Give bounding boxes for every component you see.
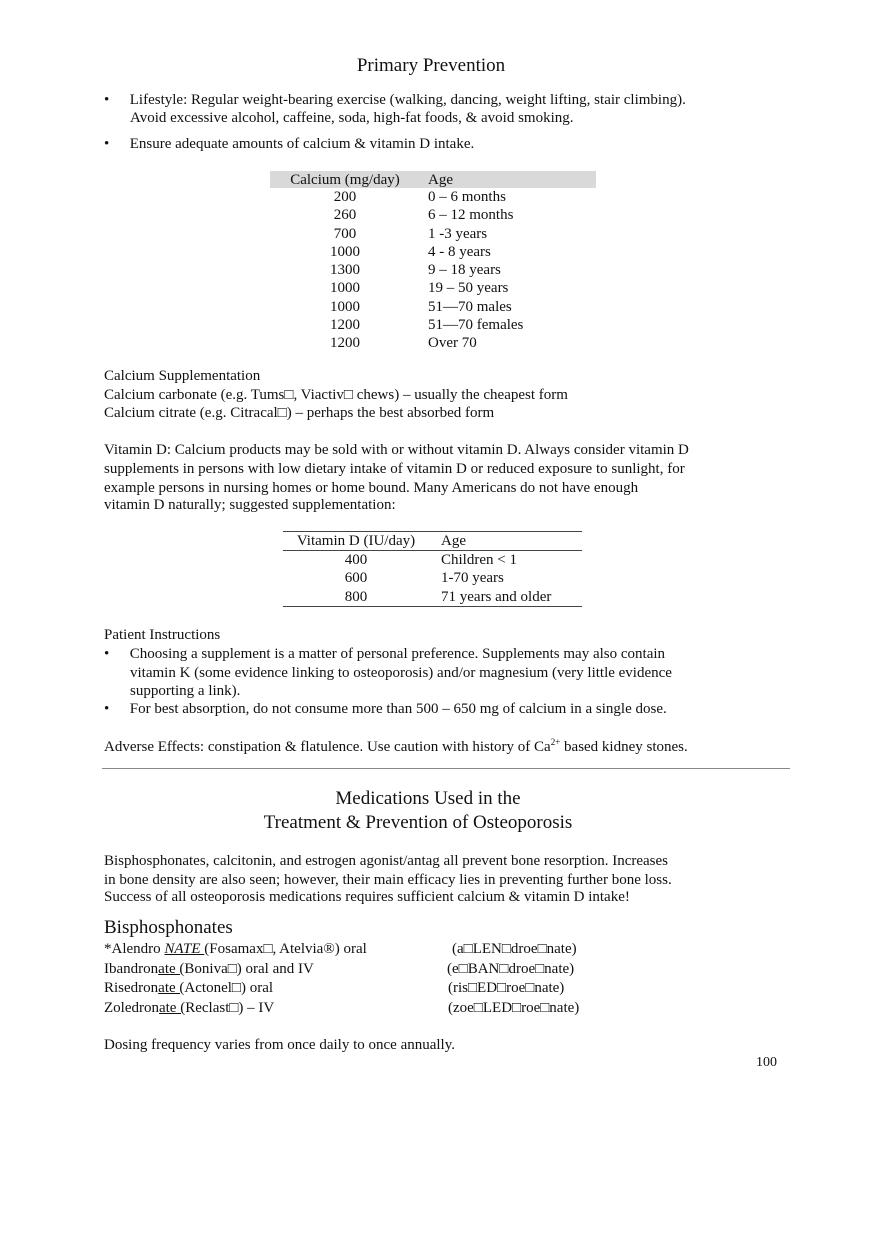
table-row <box>270 316 596 334</box>
drug-brand-route: Boniva□) oral and IV <box>184 961 314 977</box>
table-cell: Children < 1 <box>441 552 517 568</box>
table-row <box>270 334 596 352</box>
table-cell: 0 – 6 months <box>428 189 506 205</box>
drug-name-prefix: Risedron <box>104 980 159 996</box>
drug-ibandronate <box>104 960 314 978</box>
table-cell: 1000 <box>330 243 360 260</box>
table-cell: 71 years and older <box>441 588 552 605</box>
drug-name-suffix: ate ( <box>158 961 185 977</box>
calcium-table <box>270 171 596 353</box>
drug-brand-route: Reclast□) – IV <box>185 1000 275 1016</box>
table-row <box>270 243 596 261</box>
drug-name-prefix: *Alendro <box>104 941 165 957</box>
table-cell: 1200 <box>330 335 360 352</box>
calcium-table-header <box>270 171 596 188</box>
table-cell: 1 -3 years <box>428 225 488 242</box>
bullet-text: For best absorption, do not consume more than 500 – 650 mg of calcium in a single dose. <box>129 701 667 717</box>
calcium-carbonate-line: Calcium carbonate (e.g. Tums□, Viactiv□ chews) – usually the cheapest form <box>104 387 568 403</box>
table-row <box>270 279 596 297</box>
bullet-marker: • <box>104 136 110 152</box>
bullet-marker: • <box>104 701 110 717</box>
table-cell: 6 – 12 months <box>428 207 514 224</box>
table-row <box>270 298 596 316</box>
instruction-bullet-2 <box>104 700 667 718</box>
bullet-lifestyle <box>104 91 686 109</box>
section-title-medications-2: Treatment & Prevention of Osteoporosis <box>263 812 573 833</box>
vitamin-d-line-3: example persons in nursing homes or home bound. Many Americans do not have enough <box>104 480 639 496</box>
table-row <box>270 261 596 279</box>
table-cell: 1-70 years <box>441 570 504 587</box>
section-divider <box>102 768 790 769</box>
bullet-text: Choosing a supplement is a matter of personal preference. Supplements may also contain <box>129 646 666 662</box>
table-cell: 9 – 18 years <box>428 262 501 279</box>
adverse-text-end: based kidney stones. <box>560 739 688 755</box>
table-row <box>283 551 582 569</box>
drug-name-suffix: ate ( <box>158 1000 186 1016</box>
table-row <box>270 206 596 224</box>
drug-name-suffix: NATE <box>164 941 205 957</box>
table-row <box>270 188 596 206</box>
vitamin-d-table-header <box>283 532 582 551</box>
bullet-marker: • <box>104 646 110 662</box>
drug-brand-route: (Fosamax□, Atelvia®) oral <box>204 941 367 957</box>
drug-risedronate <box>104 979 273 997</box>
table-cell: 19 – 50 years <box>428 280 509 297</box>
section-title-medications-1: Medications Used in the <box>335 788 521 809</box>
table-cell: 200 <box>333 189 357 205</box>
table-cell: 260 <box>333 207 357 224</box>
bullet-marker: • <box>104 92 110 108</box>
charge-superscript: 2+ <box>550 737 561 747</box>
table-cell: 1000 <box>330 298 360 315</box>
drug-name-prefix: Zoledron <box>104 1000 159 1016</box>
medications-paragraph-line-2: in bone density are also seen; however, their main efficacy lies in preventing further bone loss. <box>104 872 672 888</box>
adverse-text: Adverse Effects: constipation & flatulence. Use caution with history of Ca <box>104 739 551 755</box>
table-cell: 800 <box>344 588 368 605</box>
supplementation-heading: Calcium Supplementation <box>104 368 261 384</box>
pronunciation-risedronate: (ris□ED□roe□nate) <box>448 980 565 996</box>
bisphosphonates-heading: Bisphosphonates <box>104 917 233 938</box>
instruction-bullet-1-cont: supporting a link). <box>130 683 241 699</box>
table-cell: 4 - 8 years <box>428 243 491 260</box>
table-row <box>270 225 596 243</box>
pronunciation-alendronate: (a□LEN□droe□nate) <box>452 941 577 957</box>
dosing-frequency-line: Dosing frequency varies from once daily to once annually. <box>104 1037 455 1053</box>
vitamin-d-line-2: supplements in persons with low dietary intake of vitamin D or reduced exposure to sunlight, for <box>104 461 685 477</box>
adverse-effects-line <box>104 738 688 756</box>
drug-name-suffix: ate ( <box>158 980 185 996</box>
table-row <box>283 569 582 587</box>
medications-paragraph-line-3: Success of all osteoporosis medications requires sufficient calcium & vitamin D intake! <box>104 889 630 905</box>
table-cell: 400 <box>344 552 368 568</box>
drug-name-prefix: Ibandron <box>104 961 159 977</box>
pronunciation-ibandronate: (e□BAN□droe□nate) <box>447 961 575 977</box>
calcium-citrate-line: Calcium citrate (e.g. Citracal□) – perhaps the best absorbed form <box>104 405 495 421</box>
table-cell: 700 <box>333 225 357 242</box>
vitamin-d-line-1: Vitamin D: Calcium products may be sold with or without vitamin D. Always consider vitamin D <box>104 442 689 458</box>
table-row <box>283 588 582 606</box>
vitamin-d-line-4: vitamin D naturally; suggested supplementation: <box>104 497 396 513</box>
header-cell: Age <box>441 533 466 549</box>
table-cell: 600 <box>344 570 368 587</box>
table-cell: 1000 <box>330 280 360 297</box>
table-cell: Over 70 <box>428 335 477 352</box>
drug-zoledronate <box>104 999 274 1017</box>
bullet-text: Lifestyle: Regular weight-bearing exercise (walking, dancing, weight lifting, stair climbing). <box>129 92 686 108</box>
drug-brand-route: Actonel□) oral <box>184 980 274 996</box>
instruction-bullet-1-cont: vitamin K (some evidence linking to osteoporosis) and/or magnesium (very little evidence <box>130 665 672 681</box>
instruction-bullet-1 <box>104 645 665 663</box>
pronunciation-zoledronate: (zoe□LED□roe□nate) <box>448 1000 580 1016</box>
drug-alendronate <box>104 940 367 958</box>
bullet-lifestyle-cont: Avoid excessive alcohol, caffeine, soda, high-fat foods, & avoid smoking. <box>130 110 574 126</box>
header-cell: Age <box>428 172 453 188</box>
page-number: 100 <box>756 1055 777 1070</box>
table-cell: 1200 <box>330 317 360 334</box>
header-cell: Vitamin D (IU/day) <box>296 533 416 549</box>
patient-instructions-heading: Patient Instructions <box>104 627 221 643</box>
header-cell: Calcium (mg/day) <box>290 172 400 188</box>
vitamin-d-table <box>283 531 582 607</box>
bullet-ensure-intake <box>104 135 474 153</box>
medications-paragraph-line-1: Bisphosphonates, calcitonin, and estrogen agonist/antag all prevent bone resorption. Increases <box>104 853 669 869</box>
table-cell: 1300 <box>330 262 360 279</box>
section-title-primary-prevention: Primary Prevention <box>356 55 506 76</box>
table-cell: 51—70 males <box>428 298 512 315</box>
table-cell: 51—70 females <box>428 317 524 334</box>
bullet-text: Ensure adequate amounts of calcium & vitamin D intake. <box>129 136 475 152</box>
